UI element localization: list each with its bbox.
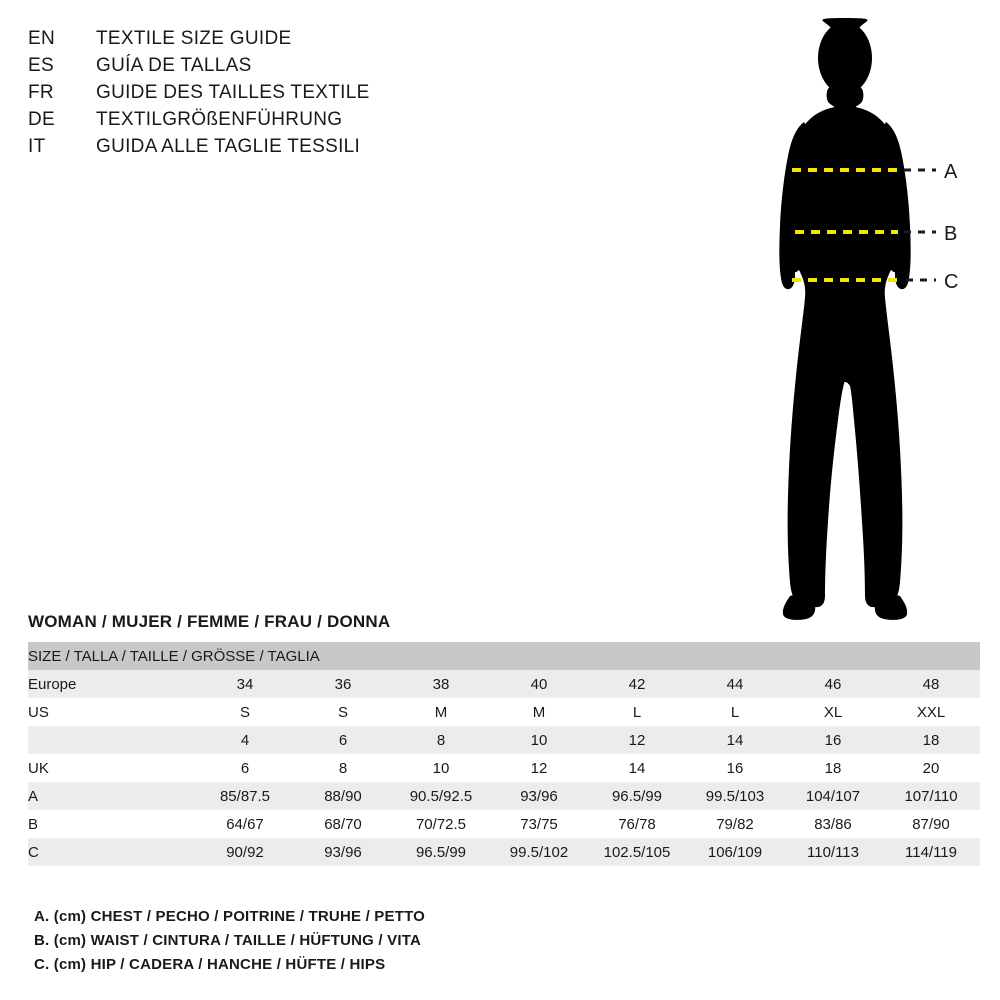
cell-value: M bbox=[434, 703, 448, 721]
language-title: GUÍA DE TALLAS bbox=[96, 55, 252, 76]
row-label: Europe bbox=[28, 675, 77, 693]
footnote-list bbox=[34, 905, 734, 977]
cell-value: 114/119 bbox=[905, 843, 957, 861]
row-label: US bbox=[28, 703, 49, 721]
footnote-b: B. (cm) WAIST / CINTURA / TAILLE / HÜFTUNG / VITA bbox=[34, 932, 422, 949]
language-title: TEXTILE SIZE GUIDE bbox=[96, 28, 292, 49]
cell-value: 83/86 bbox=[814, 815, 852, 833]
cell-value: 99.5/103 bbox=[705, 787, 765, 805]
cell-value: 70/72.5 bbox=[415, 815, 467, 833]
marker-label-c: C bbox=[944, 271, 959, 293]
cell-value: 38 bbox=[432, 675, 450, 693]
cell-value: 10 bbox=[432, 759, 450, 777]
cell-value: 44 bbox=[726, 675, 744, 693]
cell-value: 106/109 bbox=[707, 843, 763, 861]
cell-value: S bbox=[239, 703, 250, 721]
cell-value: 96.5/99 bbox=[415, 843, 467, 861]
cell-value: 12 bbox=[530, 759, 548, 777]
language-title: GUIDE DES TAILLES TEXTILE bbox=[96, 82, 370, 103]
language-row bbox=[28, 28, 370, 55]
cell-value: 4 bbox=[240, 731, 250, 749]
marker-label-a: A bbox=[944, 161, 958, 183]
cell-value: 40 bbox=[530, 675, 548, 693]
cell-value: 34 bbox=[236, 675, 254, 693]
language-code: IT bbox=[28, 136, 46, 157]
size-table bbox=[28, 642, 980, 866]
language-row bbox=[28, 82, 370, 109]
cell-value: 93/96 bbox=[520, 787, 558, 805]
cell-value: S bbox=[337, 703, 348, 721]
cell-value: 104/107 bbox=[805, 787, 861, 805]
cell-value: 18 bbox=[922, 731, 940, 749]
cell-value: 90.5/92.5 bbox=[409, 787, 473, 805]
cell-value: 18 bbox=[824, 759, 842, 777]
cell-value: 107/110 bbox=[904, 787, 958, 805]
language-title: TEXTILGRÖßENFÜHRUNG bbox=[96, 109, 343, 130]
cell-value: 87/90 bbox=[912, 815, 950, 833]
cell-value: 8 bbox=[436, 731, 446, 749]
cell-value: L bbox=[730, 703, 740, 721]
cell-value: 79/82 bbox=[716, 815, 754, 833]
cell-value: 20 bbox=[922, 759, 940, 777]
cell-value: 88/90 bbox=[324, 787, 362, 805]
cell-value: 12 bbox=[628, 731, 646, 749]
cell-value: 76/78 bbox=[618, 815, 656, 833]
table-row bbox=[28, 698, 980, 726]
cell-value: 85/87.5 bbox=[219, 787, 271, 805]
cell-value: 64/67 bbox=[226, 815, 264, 833]
cell-value: 46 bbox=[824, 675, 842, 693]
cell-value: 93/96 bbox=[324, 843, 362, 861]
table-row bbox=[28, 754, 980, 782]
row-label: UK bbox=[28, 759, 49, 777]
cell-value: 14 bbox=[726, 731, 744, 749]
row-label: B bbox=[28, 815, 39, 833]
cell-value: 42 bbox=[628, 675, 646, 693]
cell-value: 6 bbox=[240, 759, 250, 777]
cell-value: XXL bbox=[916, 703, 946, 721]
cell-value: 16 bbox=[726, 759, 744, 777]
language-code: DE bbox=[28, 109, 55, 130]
cell-value: 102.5/105 bbox=[603, 843, 671, 861]
cell-value: L bbox=[632, 703, 642, 721]
row-label: A bbox=[28, 787, 39, 805]
footnote-c: C. (cm) HIP / CADERA / HANCHE / HÜFTE / HIPS bbox=[34, 956, 386, 973]
cell-value: 96.5/99 bbox=[611, 787, 663, 805]
cell-value: 8 bbox=[338, 759, 348, 777]
table-row bbox=[28, 670, 980, 698]
language-code: ES bbox=[28, 55, 54, 76]
language-row bbox=[28, 136, 370, 163]
cell-value: XL bbox=[823, 703, 843, 721]
table-row bbox=[28, 726, 980, 754]
row-label: C bbox=[28, 843, 39, 861]
table-header-row bbox=[28, 642, 980, 670]
cell-value: 16 bbox=[824, 731, 842, 749]
female-body-shape bbox=[779, 22, 910, 620]
cell-value: 68/70 bbox=[324, 815, 362, 833]
cell-value: 14 bbox=[628, 759, 646, 777]
table-header-label: SIZE / TALLA / TAILLE / GRÖSSE / TAGLIA bbox=[28, 647, 320, 665]
table-caption: WOMAN / MUJER / FEMME / FRAU / DONNA bbox=[28, 612, 391, 631]
size-table-section bbox=[28, 612, 976, 866]
cell-value: 99.5/102 bbox=[509, 843, 569, 861]
language-row bbox=[28, 55, 370, 82]
cell-value: 6 bbox=[338, 731, 348, 749]
measurement-figure bbox=[700, 10, 990, 630]
cell-value: 48 bbox=[922, 675, 940, 693]
cell-value: 36 bbox=[334, 675, 352, 693]
cell-value: 73/75 bbox=[520, 815, 558, 833]
table-row bbox=[28, 782, 980, 810]
language-row bbox=[28, 109, 370, 136]
language-code: FR bbox=[28, 82, 54, 103]
marker-label-b: B bbox=[944, 223, 958, 245]
footnote-a: A. (cm) CHEST / PECHO / POITRINE / TRUHE / PETTO bbox=[34, 908, 426, 925]
table-row bbox=[28, 810, 980, 838]
language-title: GUIDA ALLE TAGLIE TESSILI bbox=[96, 136, 361, 157]
table-row bbox=[28, 838, 980, 866]
cell-value: M bbox=[532, 703, 546, 721]
language-code: EN bbox=[28, 28, 55, 49]
cell-value: 10 bbox=[530, 731, 548, 749]
language-title-list bbox=[28, 28, 370, 163]
cell-value: 110/113 bbox=[807, 843, 859, 861]
cell-value: 90/92 bbox=[226, 843, 264, 861]
row-label bbox=[28, 726, 196, 754]
